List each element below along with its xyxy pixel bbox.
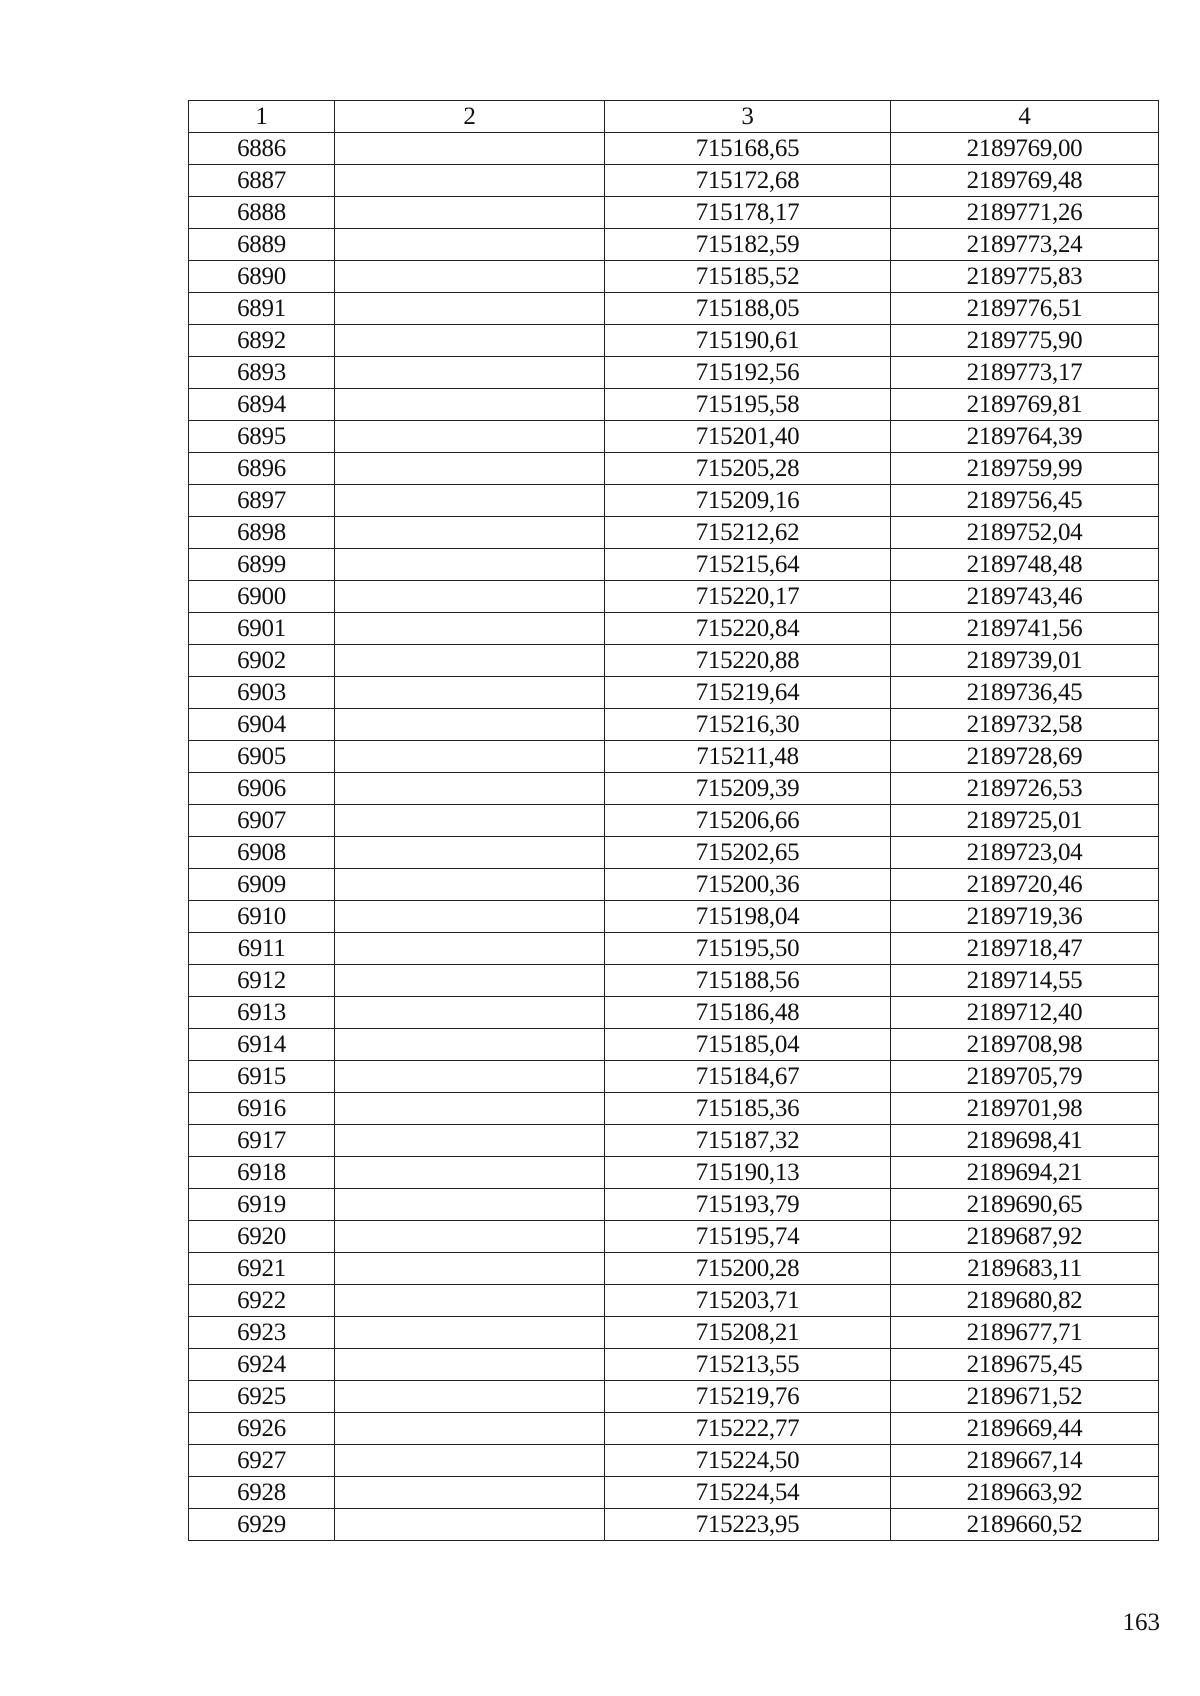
- y-coordinate-cell: 2189683,11: [891, 1253, 1159, 1285]
- description-cell: [335, 325, 605, 357]
- point-number-cell: 6918: [189, 1157, 335, 1189]
- table-header-row: [189, 101, 1159, 133]
- description-cell: [335, 357, 605, 389]
- x-coordinate-cell: 715186,48: [605, 997, 891, 1029]
- x-coordinate-cell: 715206,66: [605, 805, 891, 837]
- description-cell: [335, 1061, 605, 1093]
- y-coordinate-cell: 2189701,98: [891, 1093, 1159, 1125]
- y-coordinate-cell: 2189764,39: [891, 421, 1159, 453]
- description-cell: [335, 805, 605, 837]
- table-row: [189, 1381, 1159, 1413]
- description-cell: [335, 1189, 605, 1221]
- table-row: [189, 453, 1159, 485]
- x-coordinate-cell: 715195,74: [605, 1221, 891, 1253]
- table-row: [189, 997, 1159, 1029]
- table-row: [189, 1061, 1159, 1093]
- column-header-1: 1: [189, 101, 335, 133]
- description-cell: [335, 965, 605, 997]
- page-number: 163: [1122, 1609, 1160, 1636]
- x-coordinate-cell: 715220,17: [605, 581, 891, 613]
- x-coordinate-cell: 715219,76: [605, 1381, 891, 1413]
- y-coordinate-cell: 2189759,99: [891, 453, 1159, 485]
- description-cell: [335, 197, 605, 229]
- point-number-cell: 6919: [189, 1189, 335, 1221]
- point-number-cell: 6888: [189, 197, 335, 229]
- description-cell: [335, 933, 605, 965]
- x-coordinate-cell: 715220,88: [605, 645, 891, 677]
- y-coordinate-cell: 2189671,52: [891, 1381, 1159, 1413]
- y-coordinate-cell: 2189743,46: [891, 581, 1159, 613]
- table-row: [189, 677, 1159, 709]
- y-coordinate-cell: 2189680,82: [891, 1285, 1159, 1317]
- description-cell: [335, 517, 605, 549]
- x-coordinate-cell: 715212,62: [605, 517, 891, 549]
- y-coordinate-cell: 2189687,92: [891, 1221, 1159, 1253]
- point-number-cell: 6924: [189, 1349, 335, 1381]
- description-cell: [335, 997, 605, 1029]
- description-cell: [335, 485, 605, 517]
- table-row: [189, 293, 1159, 325]
- y-coordinate-cell: 2189708,98: [891, 1029, 1159, 1061]
- x-coordinate-cell: 715216,30: [605, 709, 891, 741]
- point-number-cell: 6897: [189, 485, 335, 517]
- point-number-cell: 6890: [189, 261, 335, 293]
- y-coordinate-cell: 2189667,14: [891, 1445, 1159, 1477]
- y-coordinate-cell: 2189769,81: [891, 389, 1159, 421]
- x-coordinate-cell: 715184,67: [605, 1061, 891, 1093]
- table-row: [189, 901, 1159, 933]
- y-coordinate-cell: 2189732,58: [891, 709, 1159, 741]
- point-number-cell: 6904: [189, 709, 335, 741]
- x-coordinate-cell: 715192,56: [605, 357, 891, 389]
- table-row: [189, 805, 1159, 837]
- description-cell: [335, 1381, 605, 1413]
- y-coordinate-cell: 2189714,55: [891, 965, 1159, 997]
- x-coordinate-cell: 715182,59: [605, 229, 891, 261]
- description-cell: [335, 1349, 605, 1381]
- point-number-cell: 6916: [189, 1093, 335, 1125]
- y-coordinate-cell: 2189752,04: [891, 517, 1159, 549]
- point-number-cell: 6917: [189, 1125, 335, 1157]
- point-number-cell: 6911: [189, 933, 335, 965]
- table-row: [189, 229, 1159, 261]
- table-body: [189, 133, 1159, 1541]
- point-number-cell: 6926: [189, 1413, 335, 1445]
- description-cell: [335, 261, 605, 293]
- column-header-4: 4: [891, 101, 1159, 133]
- x-coordinate-cell: 715190,61: [605, 325, 891, 357]
- y-coordinate-cell: 2189773,17: [891, 357, 1159, 389]
- table-row: [189, 965, 1159, 997]
- table-row: [189, 645, 1159, 677]
- description-cell: [335, 421, 605, 453]
- table-row: [189, 1125, 1159, 1157]
- table-row: [189, 1093, 1159, 1125]
- table-row: [189, 773, 1159, 805]
- y-coordinate-cell: 2189712,40: [891, 997, 1159, 1029]
- description-cell: [335, 645, 605, 677]
- x-coordinate-cell: 715200,36: [605, 869, 891, 901]
- description-cell: [335, 1509, 605, 1541]
- y-coordinate-cell: 2189736,45: [891, 677, 1159, 709]
- description-cell: [335, 901, 605, 933]
- point-number-cell: 6906: [189, 773, 335, 805]
- point-number-cell: 6893: [189, 357, 335, 389]
- table-row: [189, 357, 1159, 389]
- description-cell: [335, 453, 605, 485]
- x-coordinate-cell: 715190,13: [605, 1157, 891, 1189]
- point-number-cell: 6903: [189, 677, 335, 709]
- y-coordinate-cell: 2189694,21: [891, 1157, 1159, 1189]
- description-cell: [335, 1157, 605, 1189]
- x-coordinate-cell: 715185,04: [605, 1029, 891, 1061]
- y-coordinate-cell: 2189720,46: [891, 869, 1159, 901]
- point-number-cell: 6891: [189, 293, 335, 325]
- description-cell: [335, 1253, 605, 1285]
- x-coordinate-cell: 715219,64: [605, 677, 891, 709]
- description-cell: [335, 613, 605, 645]
- point-number-cell: 6920: [189, 1221, 335, 1253]
- point-number-cell: 6899: [189, 549, 335, 581]
- x-coordinate-cell: 715222,77: [605, 1413, 891, 1445]
- description-cell: [335, 1317, 605, 1349]
- point-number-cell: 6902: [189, 645, 335, 677]
- x-coordinate-cell: 715195,58: [605, 389, 891, 421]
- table-row: [189, 261, 1159, 293]
- description-cell: [335, 165, 605, 197]
- x-coordinate-cell: 715195,50: [605, 933, 891, 965]
- table-row: [189, 581, 1159, 613]
- y-coordinate-cell: 2189776,51: [891, 293, 1159, 325]
- x-coordinate-cell: 715188,56: [605, 965, 891, 997]
- x-coordinate-cell: 715215,64: [605, 549, 891, 581]
- table-row: [189, 1509, 1159, 1541]
- y-coordinate-cell: 2189775,90: [891, 325, 1159, 357]
- y-coordinate-cell: 2189741,56: [891, 613, 1159, 645]
- x-coordinate-cell: 715203,71: [605, 1285, 891, 1317]
- point-number-cell: 6908: [189, 837, 335, 869]
- x-coordinate-cell: 715224,50: [605, 1445, 891, 1477]
- y-coordinate-cell: 2189718,47: [891, 933, 1159, 965]
- table-row: [189, 485, 1159, 517]
- point-number-cell: 6909: [189, 869, 335, 901]
- point-number-cell: 6922: [189, 1285, 335, 1317]
- y-coordinate-cell: 2189739,01: [891, 645, 1159, 677]
- point-number-cell: 6889: [189, 229, 335, 261]
- table-row: [189, 1445, 1159, 1477]
- point-number-cell: 6901: [189, 613, 335, 645]
- y-coordinate-cell: 2189775,83: [891, 261, 1159, 293]
- point-number-cell: 6892: [189, 325, 335, 357]
- description-cell: [335, 869, 605, 901]
- description-cell: [335, 1285, 605, 1317]
- description-cell: [335, 229, 605, 261]
- point-number-cell: 6928: [189, 1477, 335, 1509]
- description-cell: [335, 741, 605, 773]
- table-row: [189, 837, 1159, 869]
- description-cell: [335, 677, 605, 709]
- description-cell: [335, 709, 605, 741]
- x-coordinate-cell: 715224,54: [605, 1477, 891, 1509]
- point-number-cell: 6923: [189, 1317, 335, 1349]
- table-row: [189, 933, 1159, 965]
- table-row: [189, 1349, 1159, 1381]
- table-row: [189, 389, 1159, 421]
- table-row: [189, 517, 1159, 549]
- table-row: [189, 1317, 1159, 1349]
- x-coordinate-cell: 715201,40: [605, 421, 891, 453]
- column-header-2: 2: [335, 101, 605, 133]
- y-coordinate-cell: 2189771,26: [891, 197, 1159, 229]
- y-coordinate-cell: 2189719,36: [891, 901, 1159, 933]
- y-coordinate-cell: 2189705,79: [891, 1061, 1159, 1093]
- x-coordinate-cell: 715185,36: [605, 1093, 891, 1125]
- table-row: [189, 1221, 1159, 1253]
- x-coordinate-cell: 715187,32: [605, 1125, 891, 1157]
- x-coordinate-cell: 715209,39: [605, 773, 891, 805]
- y-coordinate-cell: 2189723,04: [891, 837, 1159, 869]
- table-row: [189, 325, 1159, 357]
- x-coordinate-cell: 715193,79: [605, 1189, 891, 1221]
- point-number-cell: 6929: [189, 1509, 335, 1541]
- table-row: [189, 1477, 1159, 1509]
- y-coordinate-cell: 2189748,48: [891, 549, 1159, 581]
- point-number-cell: 6900: [189, 581, 335, 613]
- x-coordinate-cell: 715208,21: [605, 1317, 891, 1349]
- point-number-cell: 6921: [189, 1253, 335, 1285]
- x-coordinate-cell: 715220,84: [605, 613, 891, 645]
- x-coordinate-cell: 715178,17: [605, 197, 891, 229]
- y-coordinate-cell: 2189769,48: [891, 165, 1159, 197]
- table-row: [189, 741, 1159, 773]
- y-coordinate-cell: 2189769,00: [891, 133, 1159, 165]
- y-coordinate-cell: 2189728,69: [891, 741, 1159, 773]
- x-coordinate-cell: 715211,48: [605, 741, 891, 773]
- point-number-cell: 6914: [189, 1029, 335, 1061]
- table-row: [189, 165, 1159, 197]
- table-row: [189, 1253, 1159, 1285]
- y-coordinate-cell: 2189698,41: [891, 1125, 1159, 1157]
- x-coordinate-cell: 715205,28: [605, 453, 891, 485]
- table-row: [189, 1157, 1159, 1189]
- point-number-cell: 6905: [189, 741, 335, 773]
- point-number-cell: 6915: [189, 1061, 335, 1093]
- description-cell: [335, 389, 605, 421]
- table-row: [189, 549, 1159, 581]
- table-row: [189, 613, 1159, 645]
- point-number-cell: 6907: [189, 805, 335, 837]
- description-cell: [335, 1125, 605, 1157]
- table-row: [189, 709, 1159, 741]
- table-row: [189, 197, 1159, 229]
- y-coordinate-cell: 2189677,71: [891, 1317, 1159, 1349]
- point-number-cell: 6896: [189, 453, 335, 485]
- point-number-cell: 6895: [189, 421, 335, 453]
- point-number-cell: 6886: [189, 133, 335, 165]
- y-coordinate-cell: 2189756,45: [891, 485, 1159, 517]
- description-cell: [335, 1029, 605, 1061]
- y-coordinate-cell: 2189660,52: [891, 1509, 1159, 1541]
- description-cell: [335, 1477, 605, 1509]
- point-number-cell: 6913: [189, 997, 335, 1029]
- x-coordinate-cell: 715209,16: [605, 485, 891, 517]
- x-coordinate-cell: 715202,65: [605, 837, 891, 869]
- x-coordinate-cell: 715185,52: [605, 261, 891, 293]
- x-coordinate-cell: 715168,65: [605, 133, 891, 165]
- description-cell: [335, 293, 605, 325]
- point-number-cell: 6887: [189, 165, 335, 197]
- x-coordinate-cell: 715172,68: [605, 165, 891, 197]
- x-coordinate-cell: 715213,55: [605, 1349, 891, 1381]
- x-coordinate-cell: 715200,28: [605, 1253, 891, 1285]
- point-number-cell: 6927: [189, 1445, 335, 1477]
- point-number-cell: 6894: [189, 389, 335, 421]
- description-cell: [335, 581, 605, 613]
- description-cell: [335, 133, 605, 165]
- description-cell: [335, 549, 605, 581]
- y-coordinate-cell: 2189726,53: [891, 773, 1159, 805]
- table-row: [189, 869, 1159, 901]
- x-coordinate-cell: 715198,04: [605, 901, 891, 933]
- table-row: [189, 1029, 1159, 1061]
- description-cell: [335, 837, 605, 869]
- y-coordinate-cell: 2189690,65: [891, 1189, 1159, 1221]
- table-row: [189, 1285, 1159, 1317]
- y-coordinate-cell: 2189663,92: [891, 1477, 1159, 1509]
- x-coordinate-cell: 715188,05: [605, 293, 891, 325]
- point-number-cell: 6898: [189, 517, 335, 549]
- coordinates-table: [188, 100, 1159, 1541]
- y-coordinate-cell: 2189669,44: [891, 1413, 1159, 1445]
- point-number-cell: 6925: [189, 1381, 335, 1413]
- y-coordinate-cell: 2189725,01: [891, 805, 1159, 837]
- table-row: [189, 133, 1159, 165]
- description-cell: [335, 1445, 605, 1477]
- point-number-cell: 6910: [189, 901, 335, 933]
- description-cell: [335, 1413, 605, 1445]
- description-cell: [335, 773, 605, 805]
- table-row: [189, 1189, 1159, 1221]
- x-coordinate-cell: 715223,95: [605, 1509, 891, 1541]
- column-header-3: 3: [605, 101, 891, 133]
- table-row: [189, 421, 1159, 453]
- y-coordinate-cell: 2189675,45: [891, 1349, 1159, 1381]
- y-coordinate-cell: 2189773,24: [891, 229, 1159, 261]
- description-cell: [335, 1093, 605, 1125]
- description-cell: [335, 1221, 605, 1253]
- table-row: [189, 1413, 1159, 1445]
- point-number-cell: 6912: [189, 965, 335, 997]
